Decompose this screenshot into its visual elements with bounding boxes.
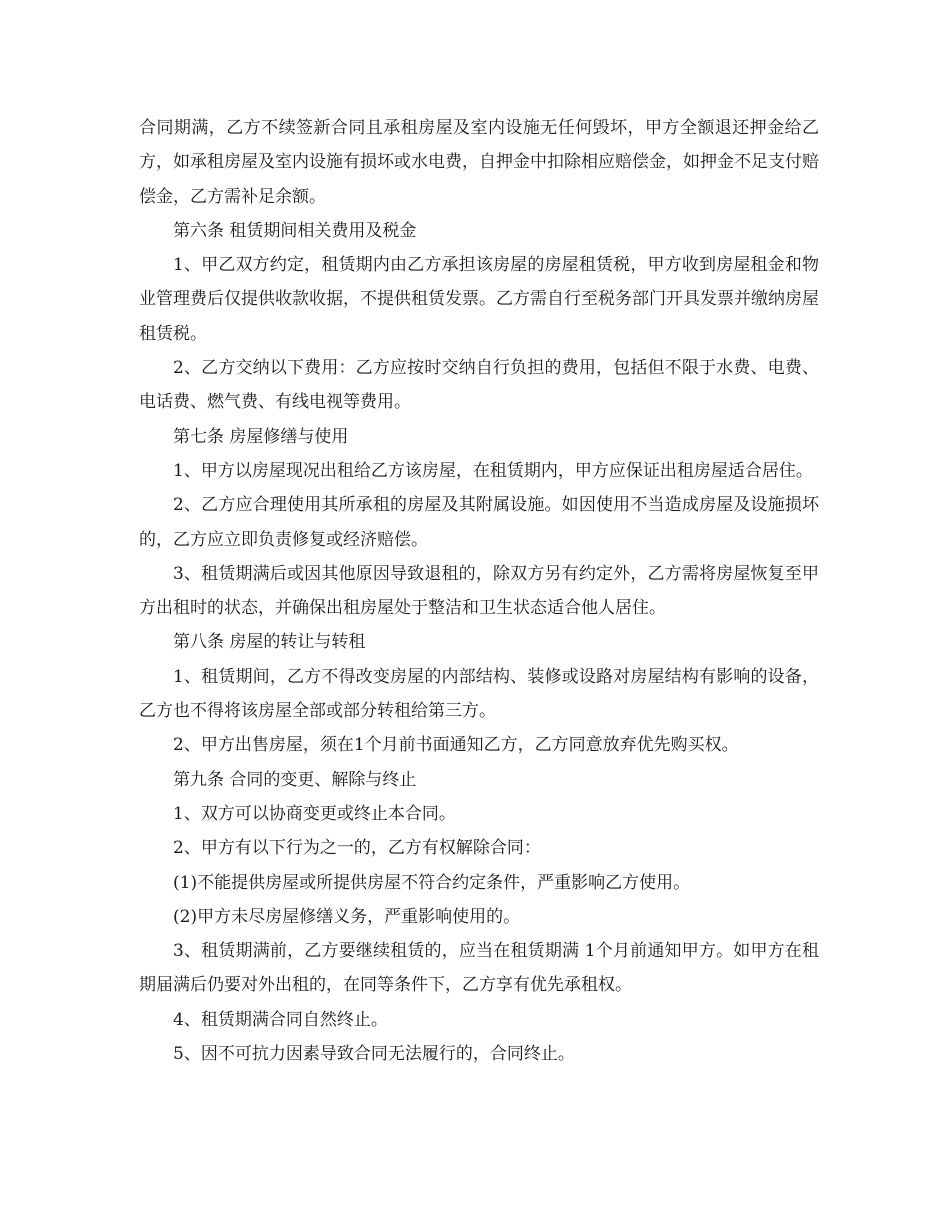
article-9-clause-4: 4、租赁期满合同自然终止。	[173, 1009, 388, 1030]
article-9-clause-5: 5、因不可抗力因素导致合同无法履行的，合同终止。	[173, 1044, 575, 1065]
document-body	[139, 111, 819, 1071]
article-8-clause-1: 1、租赁期间，乙方不得改变房屋的内部结构、装修或设路对房屋结构有影响的设备，乙方也不得将该房屋全部或部分转租给第三方。	[139, 666, 819, 722]
article-9-clause-2-item-1: (1)不能提供房屋或所提供房屋不符合约定条件，严重影响乙方使用。	[173, 872, 691, 893]
deposit-return-paragraph: 合同期满，乙方不续签新合同且承租房屋及室内设施无任何毁坏，甲方全额退还押金给乙方，如承租房屋及室内设施有损坏或水电费，自押金中扣除相应赔偿金，如押金不足支付赔偿金，乙方需补足余额。	[139, 118, 819, 207]
article-9-clause-3: 3、租赁期满前，乙方要继续租赁的，应当在租赁期满 1个月前通知甲方。如甲方在租期届满后仍要对外出租的，在同等条件下，乙方享有优先承租权。	[139, 941, 819, 996]
article-8-heading: 第八条 房屋的转让与转租	[173, 632, 366, 653]
article-7-clause-3: 3、租赁期满后或因其他原因导致退租的，除双方另有约定外，乙方需将房屋恢复至甲方出租时的状态，并确保出租房屋处于整洁和卫生状态适合他人居住。	[139, 563, 819, 619]
article-8-clause-2: 2、甲方出售房屋，须在1个月前书面通知乙方，乙方同意放弃优先购买权。	[173, 735, 739, 756]
article-9-heading: 第九条 合同的变更、解除与终止	[173, 769, 417, 790]
article-7-heading: 第七条 房屋修缮与使用	[173, 426, 349, 447]
article-6-clause-1: 1、甲乙双方约定，租赁期内由乙方承担该房屋的房屋租赁税，甲方收到房屋租金和物业管理费后仅提供收款收据，不提供租赁发票。乙方需自行至税务部门开具发票并缴纳房屋租赁税。	[139, 255, 819, 344]
article-9-clause-2-item-2: (2)甲方未尽房屋修缮义务，严重影响使用的。	[173, 906, 521, 927]
article-9-clause-2: 2、甲方有以下行为之一的，乙方有权解除合同：	[173, 838, 541, 859]
article-7-clause-2: 2、乙方应合理使用其所承租的房屋及其附属设施。如因使用不当造成房屋及设施损坏的，乙方应立即负责修复或经济赔偿。	[139, 495, 819, 550]
article-9-clause-1: 1、双方可以协商变更或终止本合同。	[173, 803, 456, 824]
article-6-clause-2: 2、乙方交纳以下费用：乙方应按时交纳自行负担的费用，包括但不限于水费、电费、电话费、燃气费、有线电视等费用。	[139, 358, 819, 413]
article-6-heading: 第六条 租赁期间相关费用及税金	[173, 220, 417, 241]
article-7-clause-1: 1、甲方以房屋现况出租给乙方该房屋，在租赁期内，甲方应保证出租房屋适合居住。	[173, 460, 813, 481]
